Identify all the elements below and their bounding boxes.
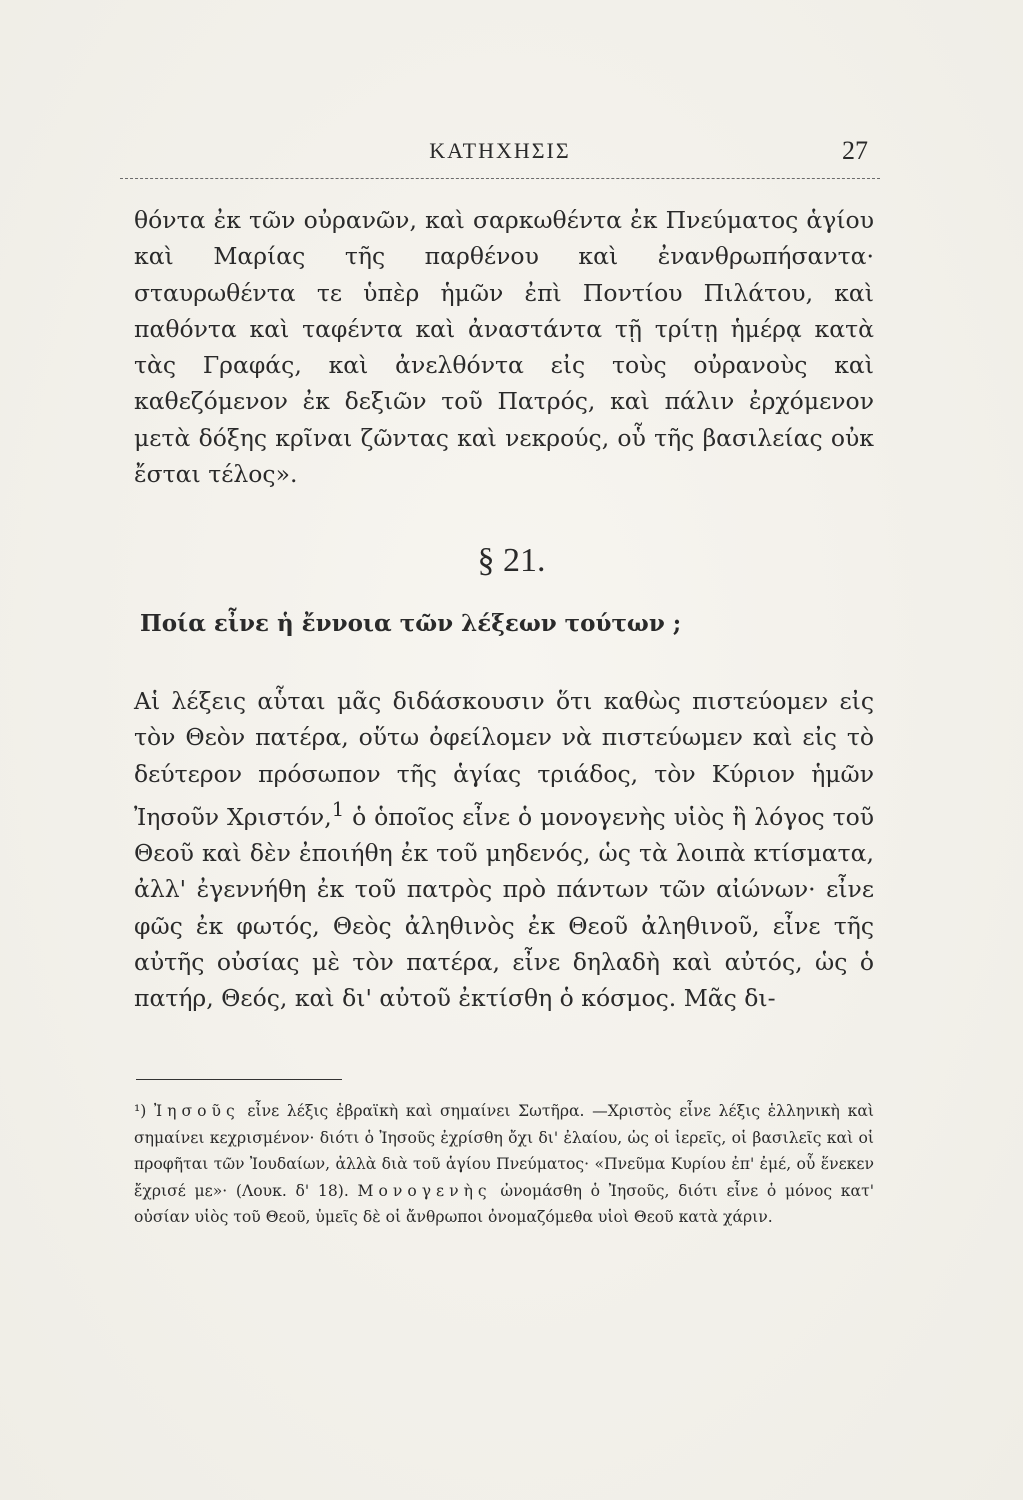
footnote-rule [136,1079,342,1080]
paragraph-creed-continuation: θόντα ἐκ τῶν οὐρανῶν, καὶ σαρκωθέντα ἐκ Πνεύματος ἁγίου καὶ Μαρίας τῆς παρθένου καὶ ἐνανθρωπήσαντα· σταυρωθέντα τε ὑπὲρ ἡμῶν ἐπὶ Ποντίου Πιλάτου, καὶ παθόντα καὶ ταφέντα καὶ ἀναστάντα τῇ τρίτῃ ἡμέρᾳ κατὰ τὰς Γραφάς, καὶ ἀνελθόντα εἰς τοὺς οὐρανοὺς καὶ καθεζόμενον ἐκ δεξιῶν τοῦ Πατρός, καὶ πάλιν ἐρχόμενον μετὰ δόξης κρῖναι ζῶντας καὶ νεκρούς, οὗ τῆς βασιλείας οὐκ ἔσται τέλος». [134,206,874,489]
footnote-reference: 1 [331,797,345,821]
footnote-text-2: ὠνομάσθη ὁ Ἰησοῦς, διότι εἶνε ὁ μόνος κατ' οὐσίαν υἱὸς τοῦ Θεοῦ, ὑμεῖς δὲ οἱ ἄνθρωποι ὀνομαζόμεθα υἱοὶ Θεοῦ κατὰ χάριν. [134,1181,874,1226]
header-rule [120,174,880,179]
answer-text-part-2: ὁ ὁποῖος εἶνε ὁ μονογενὴς υἱὸς ἢ λόγος τοῦ Θεοῦ καὶ δὲν ἐποιήθη ἐκ τοῦ μηδενός, ὡς τὰ λοιπὰ κτίσματα, ἀλλ' ἐγεννήθη ἐκ τοῦ πατρὸς πρὸ πάντων τῶν αἰώνων· εἶνε φῶς ἐκ φωτός, Θεὸς ἀληθινὸς ἐκ Θεοῦ ἀληθινοῦ, εἶνε τῆς αὐτῆς οὐσίας μὲ τὸν πατέρα, εἶνε δηλαδὴ καὶ αὐτός, ὡς ὁ πατήρ, Θεός, καὶ δι' αὐτοῦ ἐκτίσθη ὁ κόσμος. Μᾶς δι- [134,802,875,1013]
running-title: ΚΑΤΗΧΗΣΙΣ [429,138,571,163]
answer-text-part-1: Αἱ λέξεις αὗται μᾶς διδάσκουσιν ὅτι καθὼς πιστεύομεν εἰς τὸν Θεὸν πατέρα, οὕτω ὀφείλομεν νὰ πιστεύωμεν καὶ εἰς τὸ δεύτερον πρόσωπον τῆς ἁγίας τριάδος, τὸν Κύριον ἡμῶν Ἰησοῦν Χριστόν, [134,687,874,831]
page-header [120,128,880,182]
footnote-term-monogenes: Μονογενὴς [357,1181,492,1200]
question-heading: Ποία εἶνε ἡ ἔννοια τῶν λέξεων τούτων ; [140,610,682,637]
footnote [134,1098,874,1231]
footnote-term-iesous: Ἰησοῦς [154,1102,240,1120]
page-number: 27 [842,136,868,165]
footnote-marker: ¹) [134,1102,147,1120]
section-heading: § 21. [477,542,546,579]
paragraph-answer [134,683,874,1017]
footnote-text-1: εἶνε λέξις ἑβραϊκὴ καὶ σημαίνει Σωτῆρα. —Χριστὸς εἶνε λέξις ἑλληνικὴ καὶ σημαίνει κεχρισμένον· διότι ὁ Ἰησοῦς ἐχρίσθη ὄχι δι' ἐλαίου, ὡς οἱ ἱερεῖς, οἱ βασιλεῖς καὶ οἱ προφῆται τῶν Ἰουδαίων, ἀλλὰ διὰ τοῦ ἁγίου Πνεύματος· «Πνεῦμα Κυρίου ἐπ' ἐμέ, οὗ ἕνεκεν ἔχρισέ με»· (Λουκ. δ' 18). [134,1102,874,1200]
